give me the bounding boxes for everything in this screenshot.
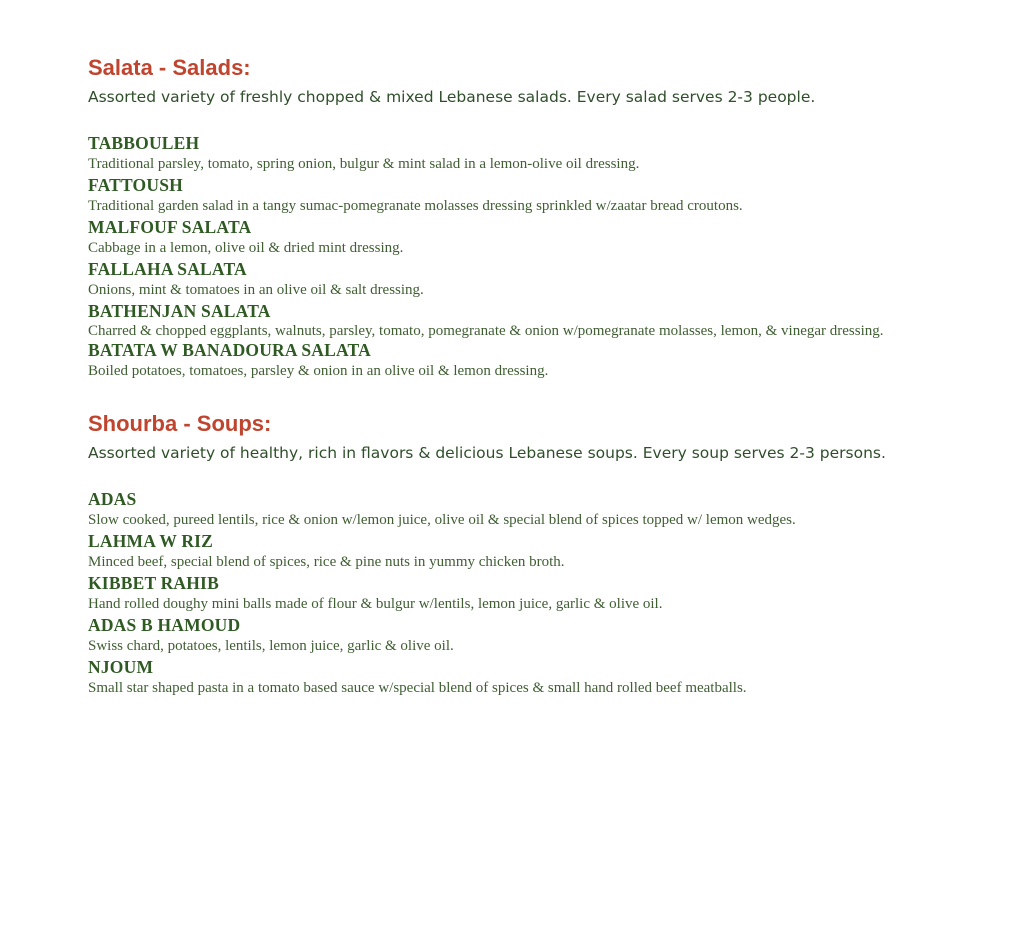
item-description: Traditional parsley, tomato, spring onion, bulgur & mint salad in a lemon-olive oil dressing.: [88, 156, 640, 172]
salads-intro: Assorted variety of freshly chopped & mixed Lebanese salads. Every salad serves 2-3 people.: [88, 88, 816, 106]
menu-item: [88, 489, 988, 531]
menu-item: [88, 133, 988, 175]
item-name: ADAS B HAMOUD: [88, 615, 241, 635]
item-description: Charred & chopped eggplants, walnuts, parsley, tomato, pomegranate & onion w/pomegranate molasses, lemon, & vinegar dressing.: [88, 323, 884, 339]
item-description: Onions, mint & tomatoes in an olive oil & salt dressing.: [88, 282, 424, 298]
item-name: BATHENJAN SALATA: [88, 301, 271, 321]
salads-list: [88, 133, 988, 382]
item-name: ADAS: [88, 489, 137, 509]
item-name: BATATA W BANADOURA SALATA: [88, 340, 371, 360]
soups-intro: Assorted variety of healthy, rich in flavors & delicious Lebanese soups. Every soup serves 2-3 persons.: [88, 444, 886, 462]
menu-item: [88, 175, 988, 217]
item-name: FALLAHA SALATA: [88, 259, 247, 279]
item-name: NJOUM: [88, 657, 154, 677]
soups-section: [88, 410, 988, 699]
menu-page: [88, 54, 988, 699]
item-name: KIBBET RAHIB: [88, 573, 219, 593]
menu-item: [88, 340, 988, 382]
soups-list: [88, 489, 988, 699]
item-name: MALFOUF SALATA: [88, 217, 252, 237]
menu-item: [88, 573, 988, 615]
menu-item: [88, 217, 988, 259]
menu-item: [88, 259, 988, 301]
item-description: Boiled potatoes, tomatoes, parsley & onion in an olive oil & lemon dressing.: [88, 363, 549, 379]
salads-title: Salata - Salads:: [88, 55, 251, 80]
menu-item: [88, 531, 988, 573]
soups-title: Shourba - Soups:: [88, 411, 272, 436]
item-name: FATTOUSH: [88, 175, 183, 195]
item-description: Cabbage in a lemon, olive oil & dried mint dressing.: [88, 240, 404, 256]
item-description: Swiss chard, potatoes, lentils, lemon juice, garlic & olive oil.: [88, 638, 454, 654]
salads-section: [88, 54, 988, 382]
item-description: Traditional garden salad in a tangy sumac-pomegranate molasses dressing sprinkled w/zaatar bread croutons.: [88, 198, 743, 214]
item-name: TABBOULEH: [88, 133, 200, 153]
item-name: LAHMA W RIZ: [88, 531, 214, 551]
item-description: Slow cooked, pureed lentils, rice & onion w/lemon juice, olive oil & special blend of spices topped w/ lemon wedges.: [88, 512, 796, 528]
item-description: Hand rolled doughy mini balls made of flour & bulgur w/lentils, lemon juice, garlic & olive oil.: [88, 596, 663, 612]
item-description: Minced beef, special blend of spices, rice & pine nuts in yummy chicken broth.: [88, 554, 565, 570]
menu-item: [88, 301, 988, 340]
item-description: Small star shaped pasta in a tomato based sauce w/special blend of spices & small hand rolled beef meatballs.: [88, 680, 747, 696]
menu-item: [88, 615, 988, 657]
menu-item: [88, 657, 988, 699]
